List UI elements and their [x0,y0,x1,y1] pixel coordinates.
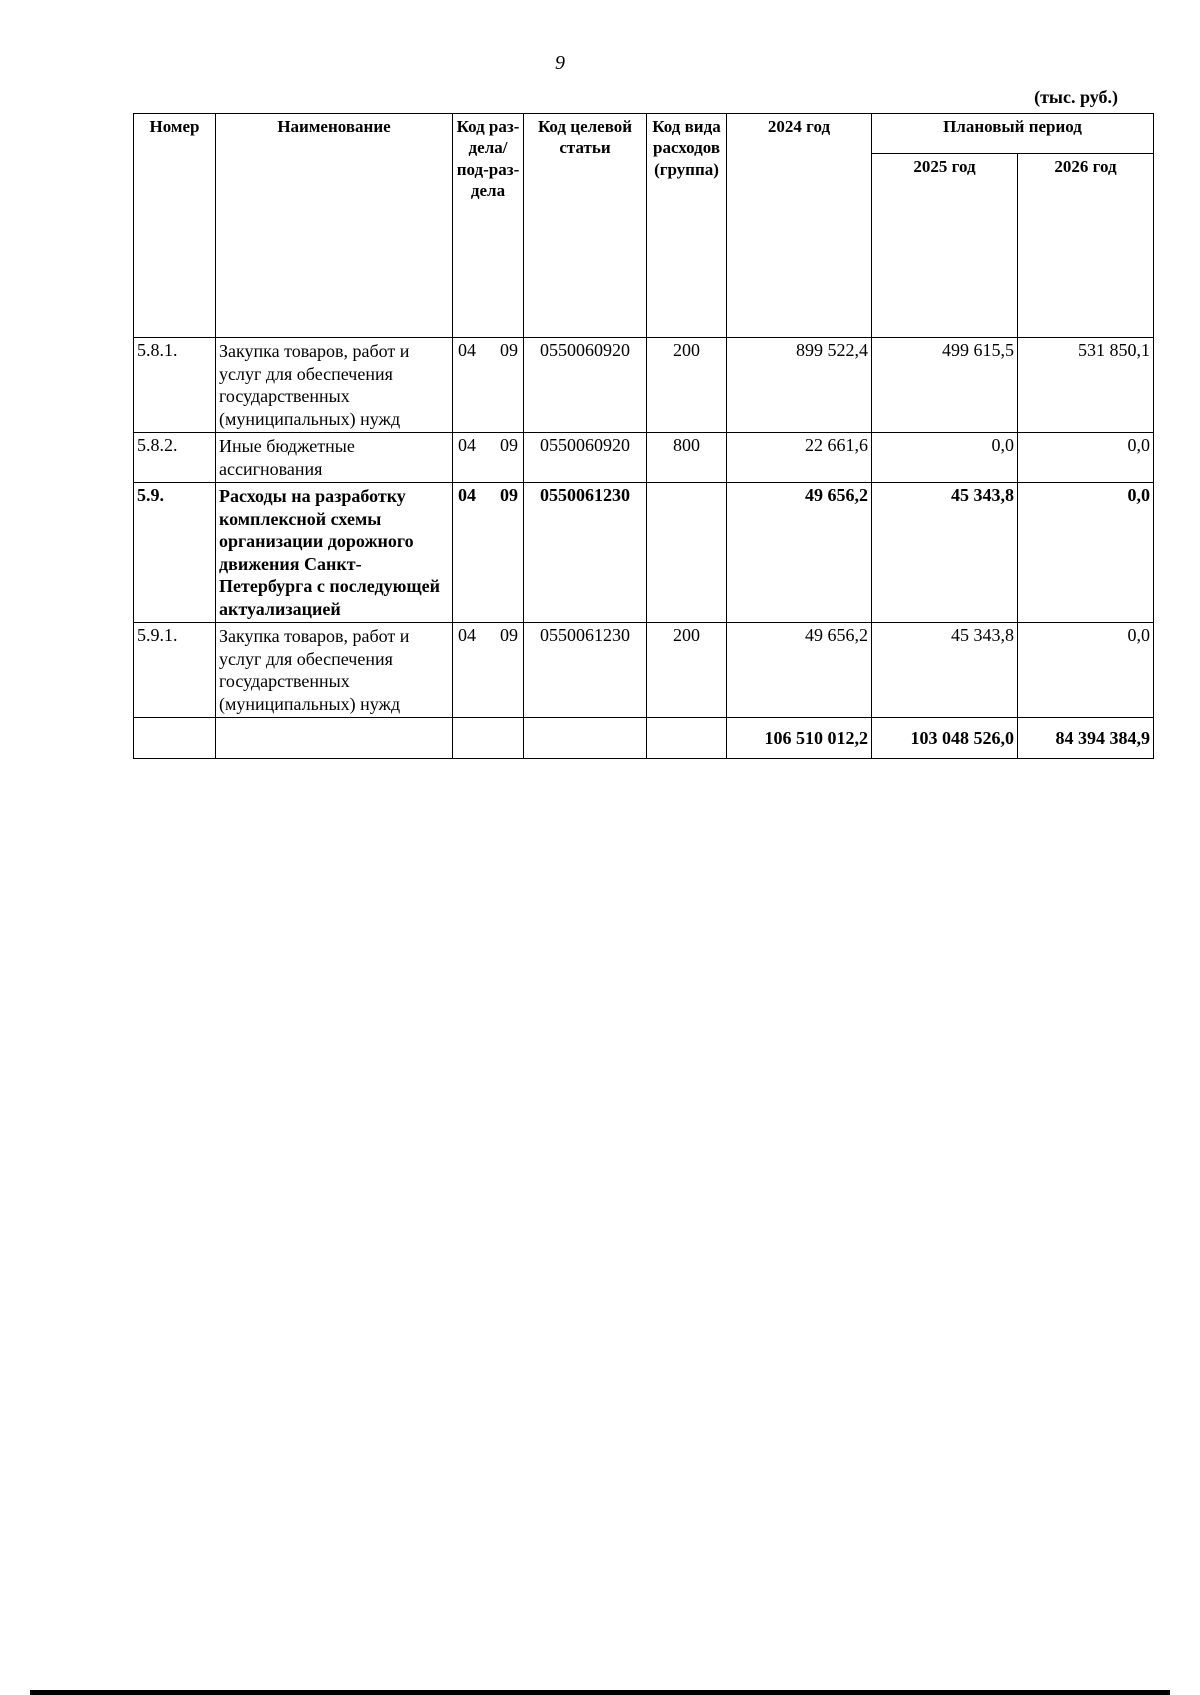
header-year-2026: 2026 год [1018,154,1154,338]
row-section-code [453,483,524,623]
row-name: Расходы на разработку комплексной схемы организации дорожного движения Санкт-Петербурга с последующей актуализацией [216,483,453,623]
row-value-2026: 0,0 [1018,623,1154,718]
total-number-cell [134,718,216,759]
row-number: 5.8.2. [134,433,216,483]
row-name: Иные бюджетные ассигнования [216,433,453,483]
total-name-cell [216,718,453,759]
header-year-2024: 2024 год [727,114,872,338]
row-section: 04 [458,625,476,645]
row-target-code: 0550060920 [524,433,647,483]
table-row [134,338,1154,433]
row-value-2024: 22 661,6 [727,433,872,483]
budget-table [133,113,1154,759]
row-section-code [453,623,524,718]
row-value-2026: 0,0 [1018,483,1154,623]
row-value-2024: 899 522,4 [727,338,872,433]
row-target-code: 0550061230 [524,623,647,718]
row-expense-type: 200 [647,338,727,433]
header-expense-type-code: Код вида расходов (группа) [647,114,727,338]
total-value-2026: 84 394 384,9 [1018,718,1154,759]
row-number: 5.9. [134,483,216,623]
table-row [134,623,1154,718]
total-value-2024: 106 510 012,2 [727,718,872,759]
row-value-2026: 0,0 [1018,433,1154,483]
page-number: 9 [555,52,565,74]
row-section: 04 [458,340,476,360]
scan-bottom-edge [30,1690,1170,1695]
row-target-code: 0550060920 [524,338,647,433]
row-subsection: 09 [500,625,518,645]
total-target-cell [524,718,647,759]
row-section-code [453,338,524,433]
header-planning-period: Плановый период [872,114,1154,154]
row-target-code: 0550061230 [524,483,647,623]
total-row [134,718,1154,759]
row-value-2025: 45 343,8 [872,623,1018,718]
total-value-2025: 103 048 526,0 [872,718,1018,759]
row-expense-type: 800 [647,433,727,483]
row-value-2025: 45 343,8 [872,483,1018,623]
row-value-2024: 49 656,2 [727,483,872,623]
row-value-2025: 499 615,5 [872,338,1018,433]
header-number: Номер [134,114,216,338]
row-name: Закупка товаров, работ и услуг для обеспечения государственных (муниципальных) нужд [216,623,453,718]
row-number: 5.8.1. [134,338,216,433]
row-value-2025: 0,0 [872,433,1018,483]
total-section-cell [453,718,524,759]
total-type-cell [647,718,727,759]
row-subsection: 09 [500,485,518,505]
row-value-2026: 531 850,1 [1018,338,1154,433]
row-section-code [453,433,524,483]
units-label: (тыс. руб.) [1034,87,1118,107]
row-name: Закупка товаров, работ и услуг для обеспечения государственных (муниципальных) нужд [216,338,453,433]
row-subsection: 09 [500,435,518,455]
row-expense-type [647,483,727,623]
row-subsection: 09 [500,340,518,360]
header-section-code: Код раз-дела/ под-раз-дела [453,114,524,338]
header-name: Наименование [216,114,453,338]
row-value-2024: 49 656,2 [727,623,872,718]
table-row [134,483,1154,623]
header-target-code: Код целевой статьи [524,114,647,338]
row-expense-type: 200 [647,623,727,718]
row-number: 5.9.1. [134,623,216,718]
row-section: 04 [458,435,476,455]
table-row [134,433,1154,483]
header-year-2025: 2025 год [872,154,1018,338]
row-section: 04 [458,485,476,505]
